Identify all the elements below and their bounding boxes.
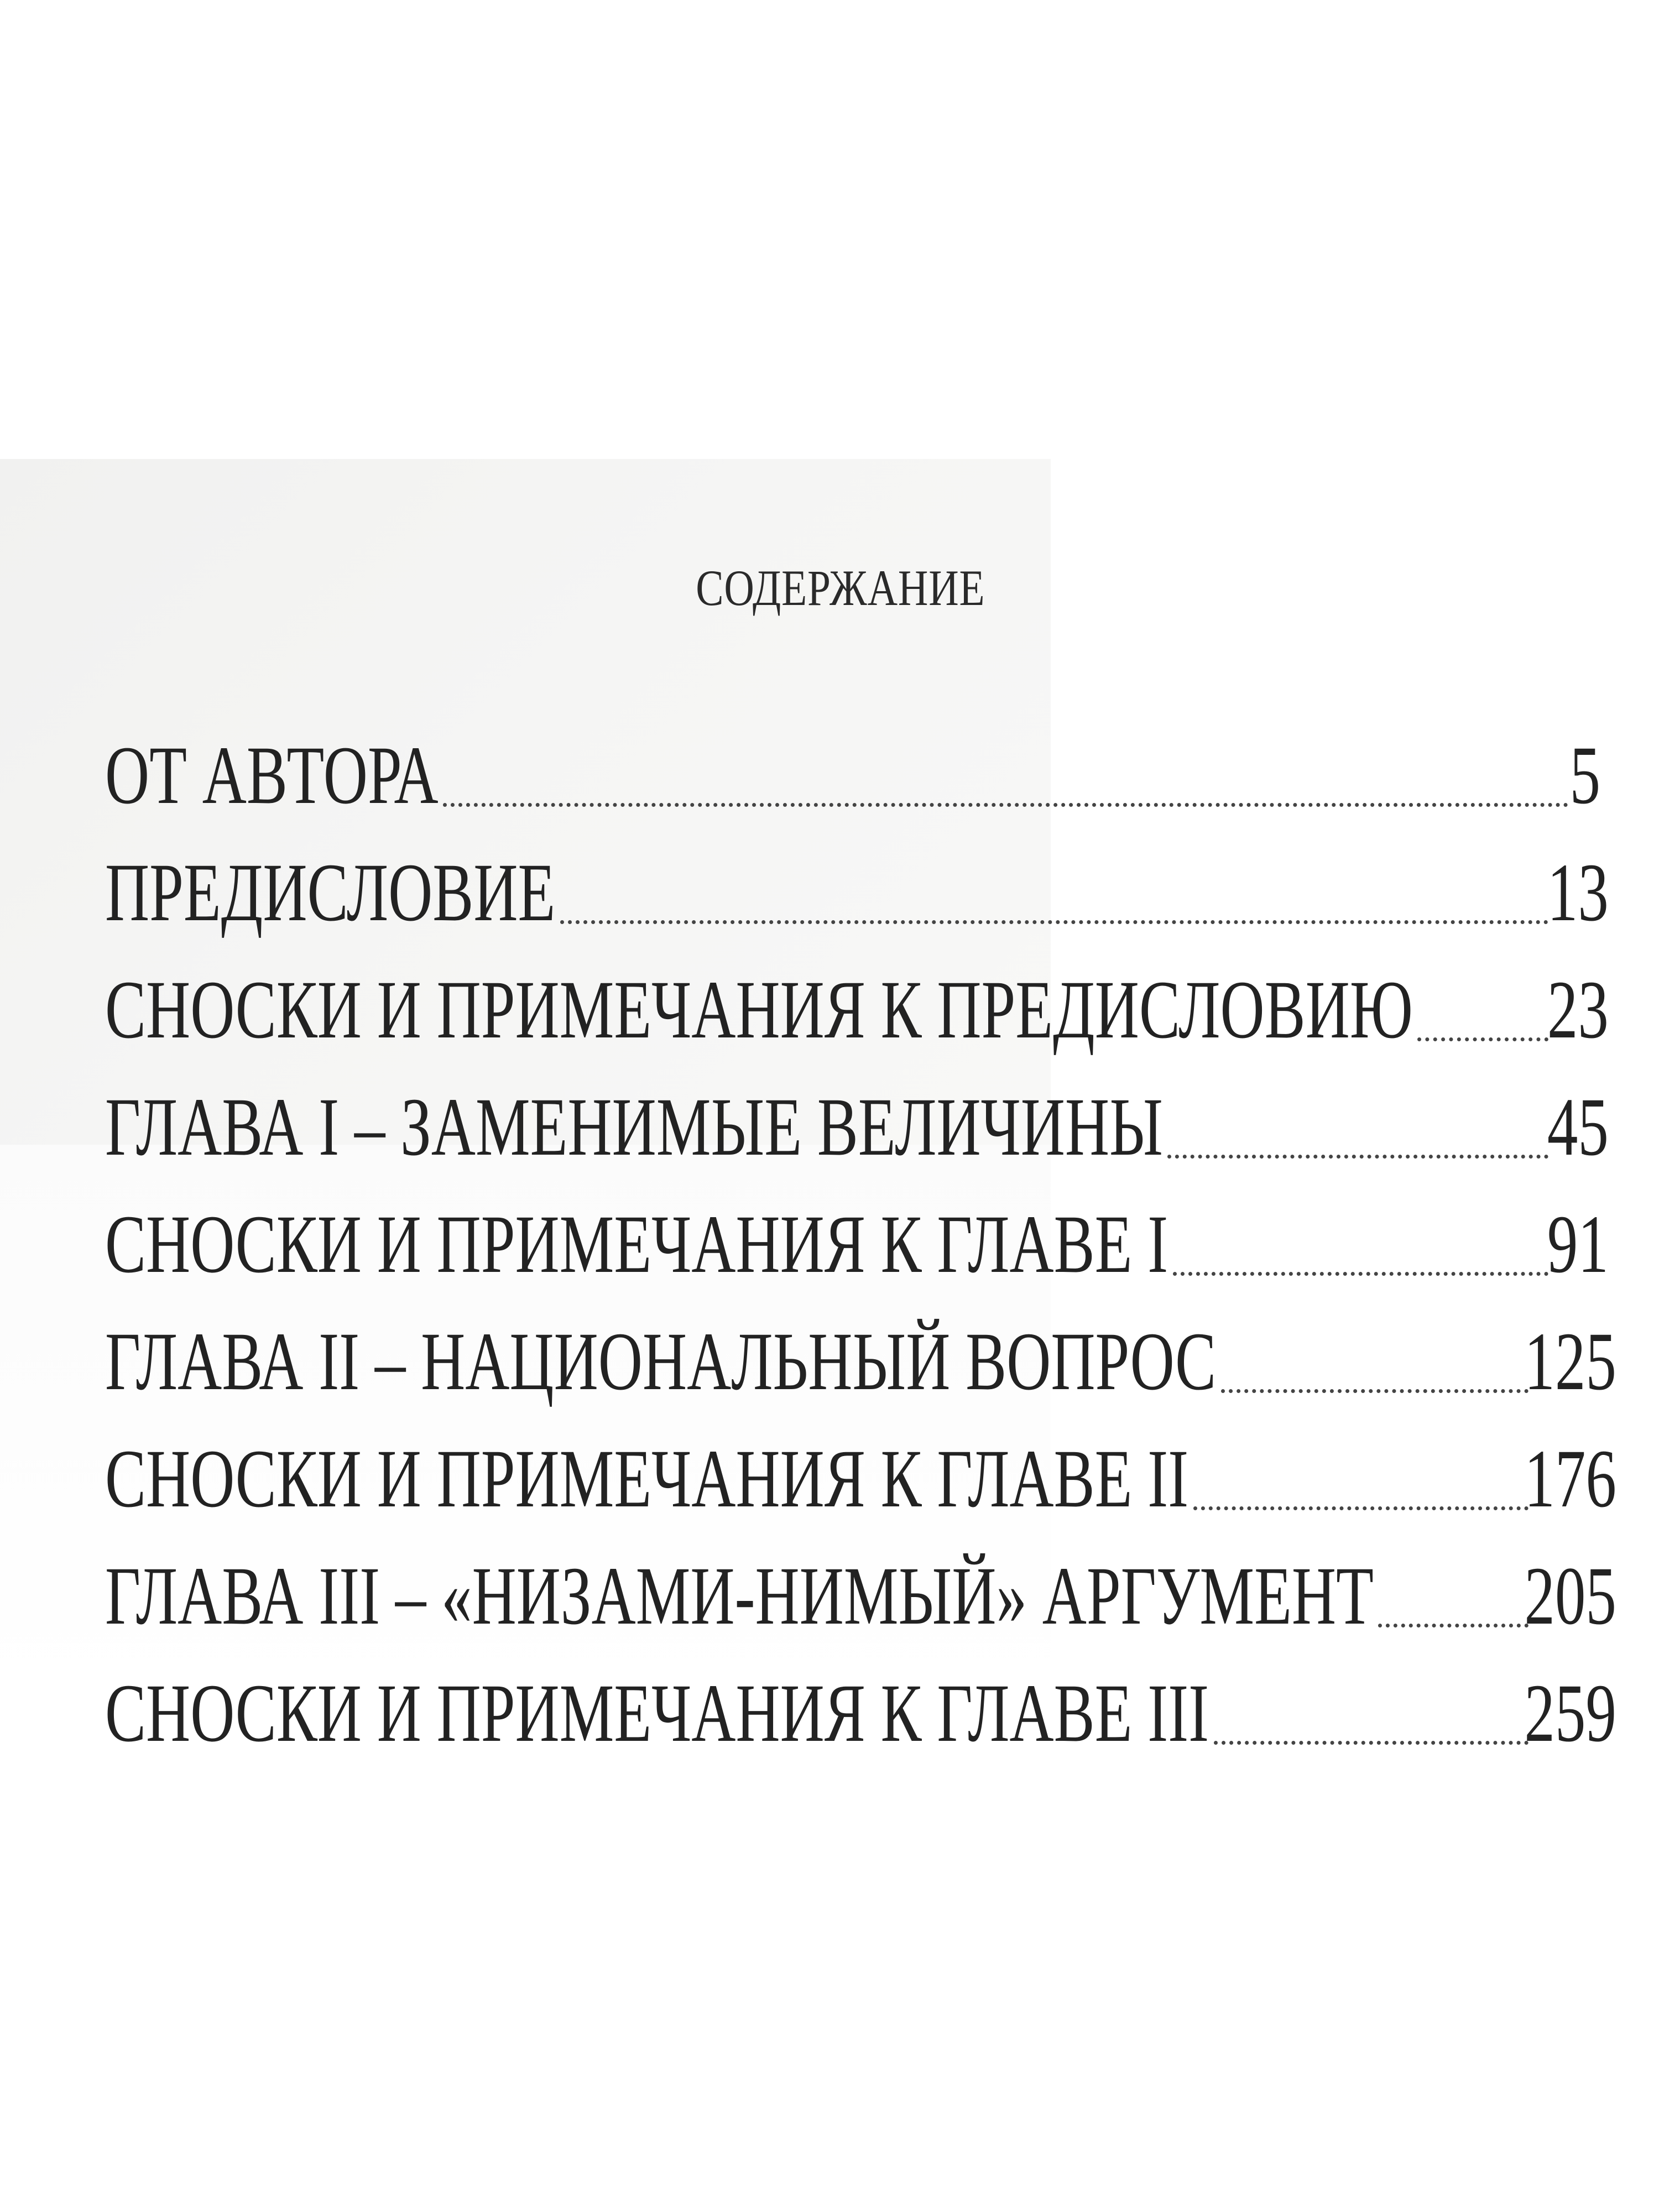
toc-entry: [105, 1637, 1616, 1759]
toc-entry-label: ГЛАВА III – «НИЗАМИ-НИМЫЙ» АРГУМЕНТ: [105, 1550, 1374, 1642]
toc-entry-label: ГЛАВА II – НАЦИОНАЛЬНЫЙ ВОПРОС: [105, 1316, 1217, 1407]
toc-entry: [105, 1051, 1609, 1173]
toc-entry-page: 125: [1524, 1316, 1616, 1407]
toc-leader-dots: [1193, 1506, 1528, 1510]
toc-leader-dots: [1167, 1155, 1548, 1159]
toc-leader-dots: [560, 920, 1548, 924]
toc-entry: [105, 1520, 1616, 1642]
toc-entry-label: СНОСКИ И ПРИМЕЧАНИЯ К ГЛАВЕ II: [105, 1433, 1189, 1525]
toc-leader-dots: [1378, 1624, 1528, 1627]
toc-entry: [105, 1286, 1616, 1407]
toc-entry-page: 13: [1547, 847, 1609, 938]
toc-entry: [105, 700, 1601, 821]
table-of-contents: [105, 700, 1616, 1759]
toc-leader-dots: [1214, 1741, 1528, 1745]
toc-entry-page: 205: [1524, 1550, 1616, 1642]
toc-entry-label: СНОСКИ И ПРИМЕЧАНИЯ К ГЛАВЕ III: [105, 1667, 1209, 1759]
toc-leader-dots: [443, 803, 1568, 807]
toc-entry-page: 23: [1547, 964, 1609, 1056]
toc-entry-page: 91: [1547, 1198, 1609, 1290]
toc-entry-page: 5: [1569, 729, 1601, 821]
toc-leader-dots: [1221, 1389, 1528, 1393]
toc-entry: [105, 1168, 1609, 1290]
toc-entry-label: ГЛАВА I – ЗАМЕНИМЫЕ ВЕЛИЧИНЫ: [105, 1081, 1163, 1173]
toc-entry: [105, 934, 1609, 1056]
toc-entry-page: 176: [1524, 1433, 1616, 1525]
toc-leader-dots: [1417, 1037, 1548, 1041]
toc-entry-label: СНОСКИ И ПРИМЕЧАНИЯ К ГЛАВЕ I: [105, 1198, 1168, 1290]
toc-entry-page: 45: [1547, 1081, 1609, 1173]
toc-entry-page: 259: [1524, 1667, 1616, 1759]
toc-entry: [105, 1403, 1616, 1525]
toc-leader-dots: [1173, 1272, 1548, 1276]
toc-entry-label: СНОСКИ И ПРИМЕЧАНИЯ К ПРЕДИСЛОВИЮ: [105, 964, 1413, 1056]
toc-entry-label: ПРЕДИСЛОВИЕ: [105, 847, 556, 938]
toc-entry: [105, 817, 1609, 938]
toc-title: СОДЕРЖАНИЕ: [696, 560, 985, 616]
toc-entry-label: ОТ АВТОРА: [105, 729, 439, 821]
